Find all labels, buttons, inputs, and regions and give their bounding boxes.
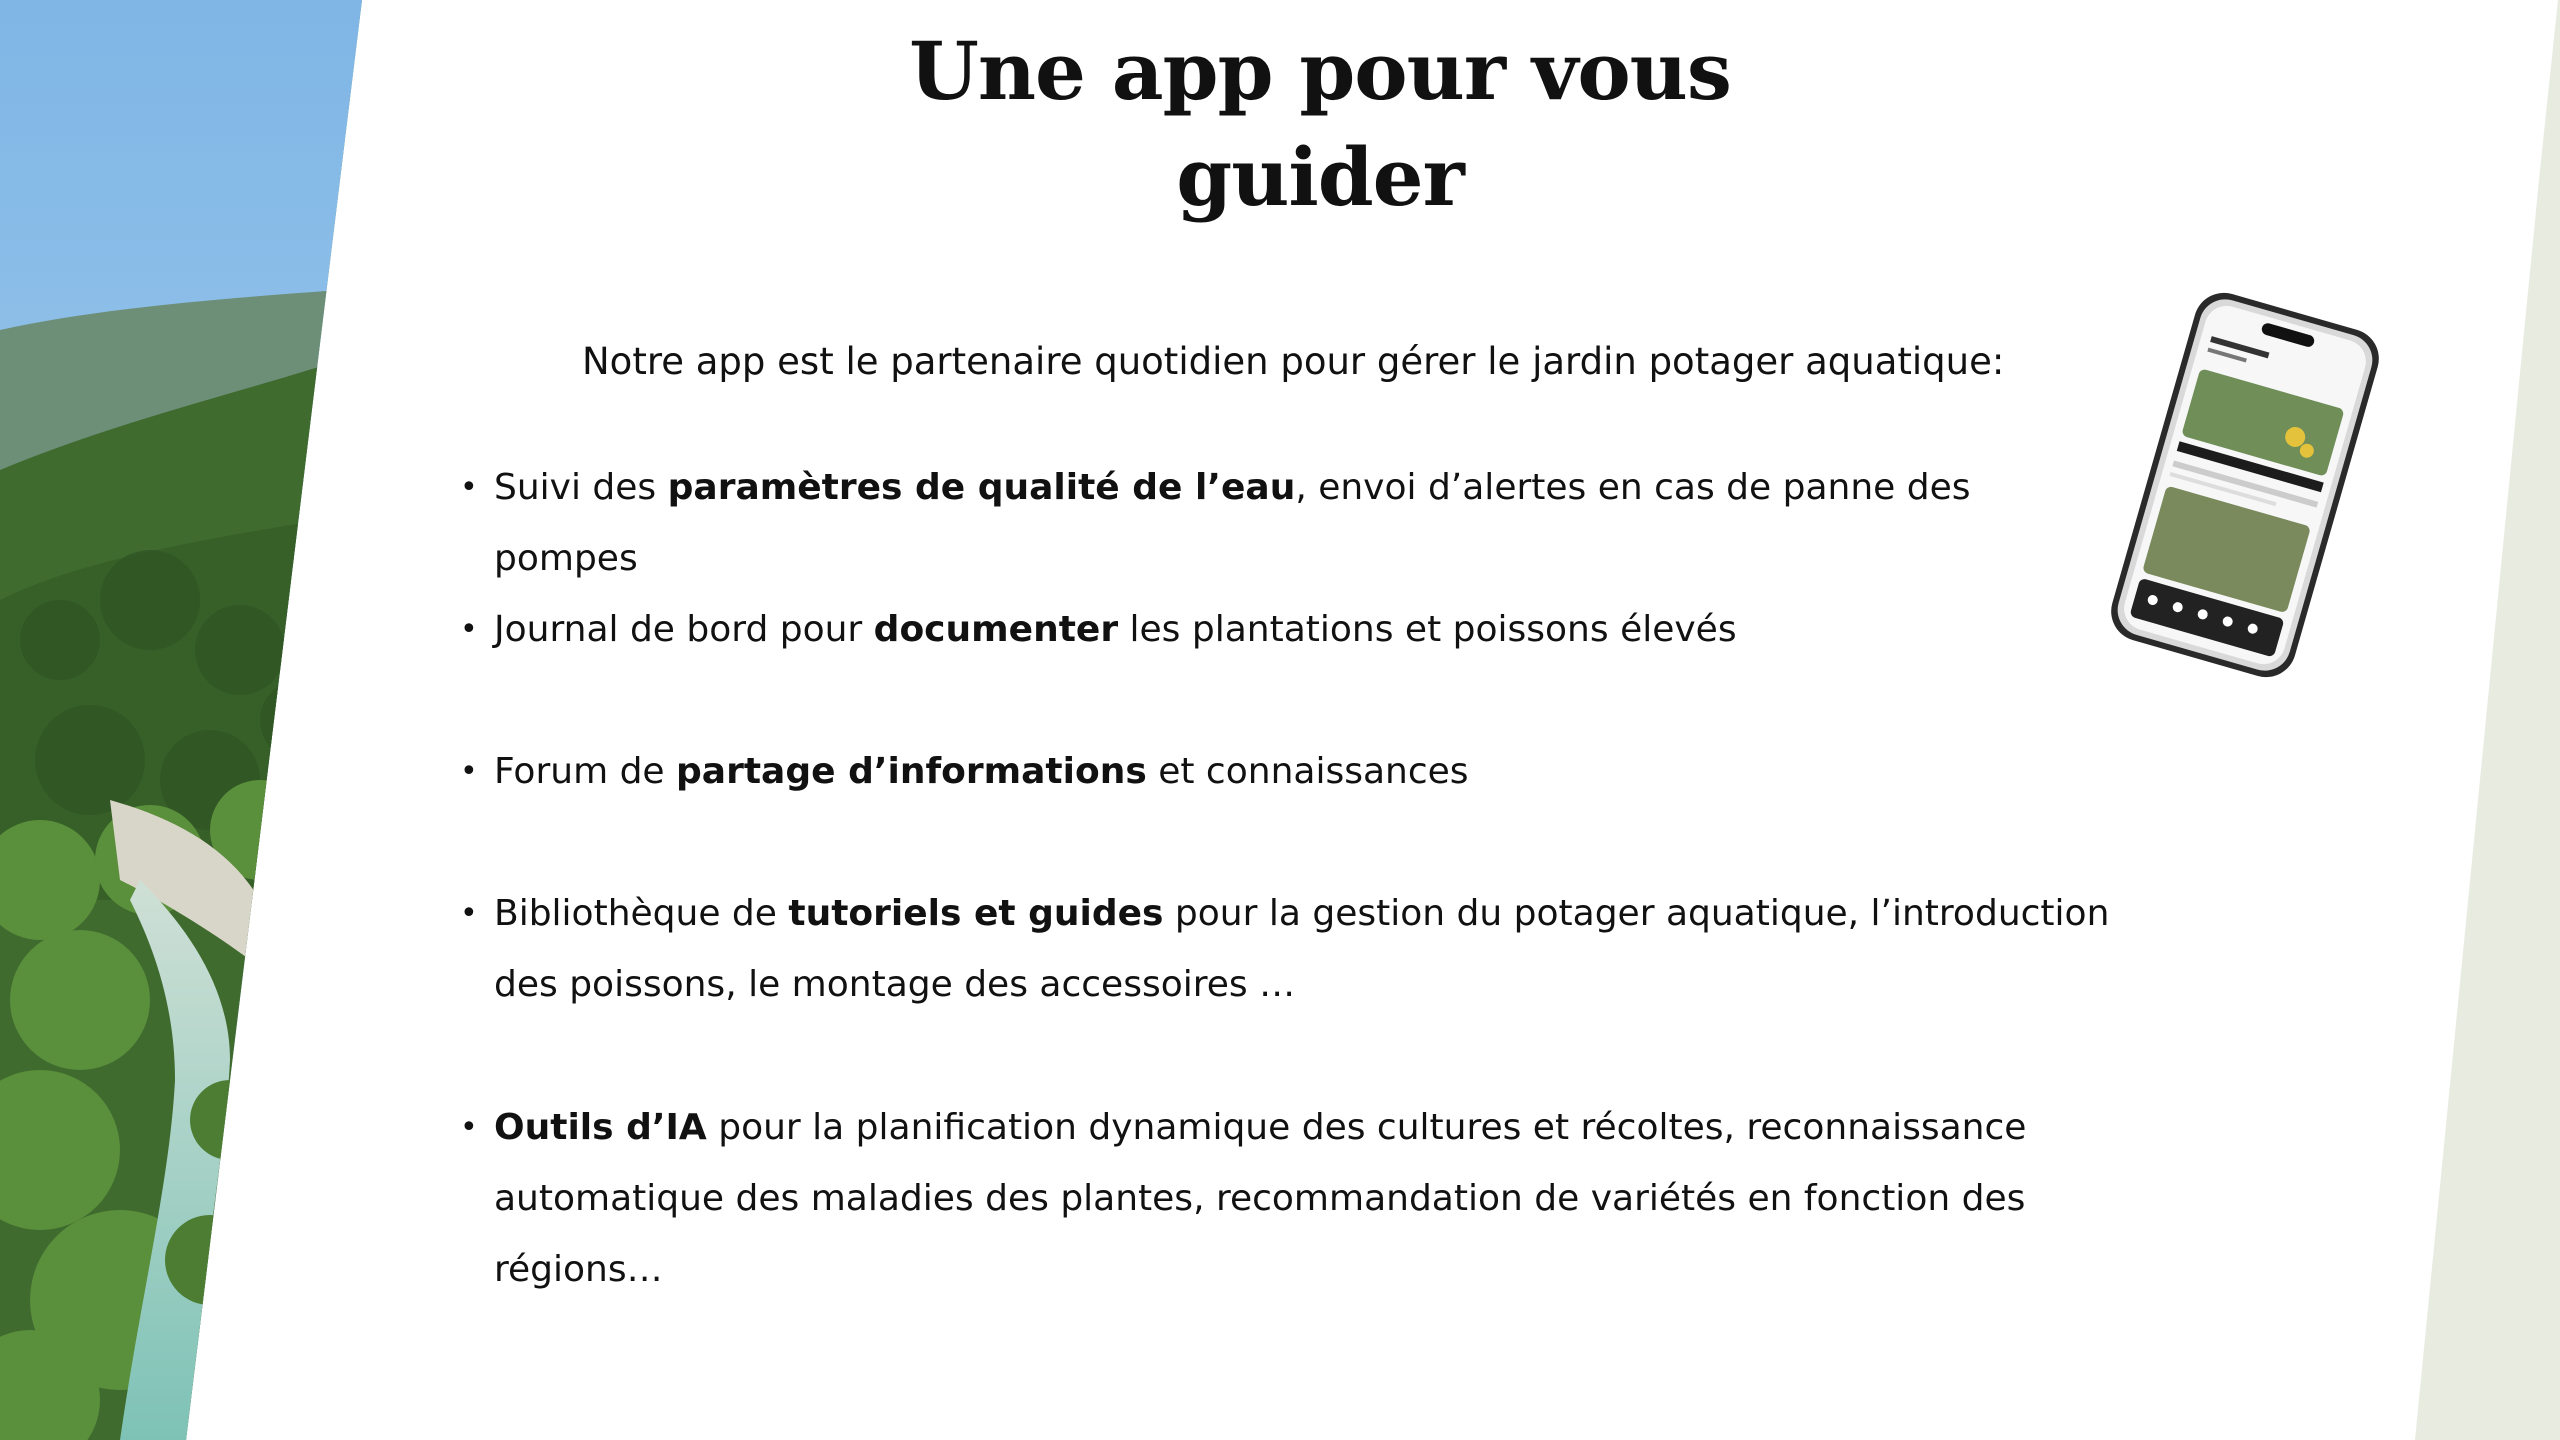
bullet-text-after: pour la gestion du potager aquatique, l’introduction des poissons, le montage des accessoires … — [494, 893, 2110, 1005]
bullet-text-before: Suivi des — [494, 467, 668, 508]
bullet-text-before: Journal de bord pour — [494, 609, 874, 650]
slide-title-line-2: guider — [1176, 130, 1464, 224]
bullet-text-bold: tutoriels et guides — [788, 893, 1164, 934]
bullet-text-after: , envoi d’alertes en cas de panne des pompes — [494, 467, 1971, 579]
bullet-dot: • — [460, 754, 478, 789]
bullet-text-bold: Outils d’IA — [494, 1107, 707, 1148]
intro-text: Notre app est le partenaire quotidien pour gérer le jardin potager aquatique: — [582, 340, 2005, 383]
bullet-item-library — [460, 878, 2120, 1020]
bullet-text-after: et connaissances — [1146, 751, 1469, 792]
bullet-item-forum — [460, 736, 2120, 807]
bullet-text-bold: paramètres de qualité de l’eau — [667, 467, 1296, 508]
slide-title-line-1: Une app pour vous — [909, 24, 1731, 118]
bullet-text-after: pour la planification dynamique des cultures et récoltes, reconnaissance automatique des maladies des plantes, recommandation de variétés en fonction des régions… — [494, 1107, 2027, 1290]
slide-title — [820, 18, 1820, 230]
bullet-item-ai-tools — [460, 1092, 2120, 1305]
bullet-text-before: Bibliothèque de — [494, 893, 789, 934]
bullet-dot: • — [460, 896, 478, 931]
bullet-dot: • — [460, 612, 478, 647]
bullet-dot: • — [460, 470, 478, 505]
bullet-text-bold: partage d’informations — [676, 751, 1147, 792]
bullet-item-logbook — [460, 594, 2120, 665]
phone-mockup-image — [2090, 285, 2400, 685]
bullet-text-before: Forum de — [494, 751, 677, 792]
bullet-text-after: les plantations et poissons élevés — [1118, 609, 1737, 650]
bullet-dot: • — [460, 1110, 478, 1145]
bullet-text-bold: documenter — [873, 609, 1119, 650]
bullet-item-water-quality — [460, 452, 2120, 594]
